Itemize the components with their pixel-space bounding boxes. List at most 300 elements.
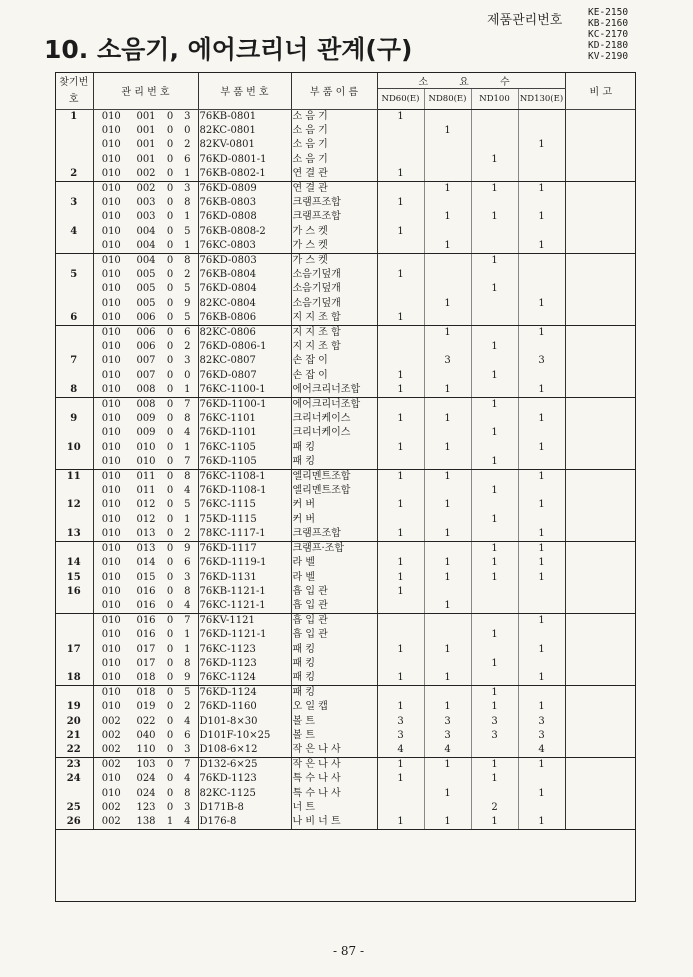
table-row — [55, 124, 636, 138]
remarks-cell — [565, 110, 636, 125]
qty-cell — [377, 599, 424, 614]
find-number: 24 — [55, 772, 93, 786]
mgmt-no-rev: 0 — [163, 383, 177, 398]
find-number — [55, 297, 93, 311]
table-row — [55, 254, 636, 269]
mgmt-no-item: 016 — [136, 629, 156, 641]
remarks-cell — [565, 758, 636, 773]
part-name: 커 버 — [291, 513, 377, 527]
remarks-cell — [565, 153, 636, 167]
mgmt-no-check: 1 — [177, 628, 198, 642]
part-number: 76KV-1121 — [198, 614, 291, 629]
qty-cell: 1 — [518, 614, 565, 629]
table-row — [55, 354, 636, 368]
mgmt-no-check: 1 — [177, 441, 198, 455]
table-row — [55, 412, 636, 426]
find-number: 4 — [55, 225, 93, 239]
remarks-cell — [565, 138, 636, 152]
mgmt-no-rev: 0 — [166, 615, 174, 627]
qty-cell: 1 — [377, 167, 424, 182]
mgmt-no-rev: 0 — [166, 111, 174, 122]
qty-cell: 1 — [471, 758, 518, 773]
mgmt-no-group: 010 — [101, 125, 121, 137]
header-qty-nd60: ND60(E) — [377, 89, 424, 110]
remarks-cell — [565, 571, 636, 585]
part-number: 78KC-1117-1 — [198, 527, 291, 542]
mgmt-no-group: 002 — [93, 743, 129, 758]
mgmt-no-item: 006 — [129, 311, 163, 326]
find-number: 6 — [55, 311, 93, 326]
mgmt-no-check: 5 — [177, 686, 198, 701]
find-number — [55, 426, 93, 440]
qty-cell — [424, 110, 471, 125]
part-name: 패 킹 — [291, 455, 377, 470]
qty-cell: 4 — [377, 743, 424, 758]
remarks-cell — [565, 585, 636, 599]
find-number: 12 — [55, 498, 93, 512]
part-name: 손 잡 이 — [291, 354, 377, 368]
table-row — [55, 542, 636, 557]
find-number: 5 — [55, 268, 93, 282]
mgmt-no-check: 1 — [177, 210, 198, 224]
qty-cell — [424, 225, 471, 239]
qty-cell: 1 — [424, 671, 471, 686]
qty-cell — [377, 484, 424, 498]
qty-cell: 1 — [518, 297, 565, 311]
qty-cell: 1 — [471, 153, 518, 167]
mgmt-no-rev: 0 — [166, 701, 174, 713]
mgmt-no-group: 010 — [101, 183, 121, 195]
qty-cell: 1 — [471, 484, 518, 498]
qty-cell: 2 — [471, 801, 518, 815]
qty-cell: 1 — [471, 398, 518, 413]
part-number: 76KD-1123 — [198, 657, 291, 671]
remarks-cell — [565, 124, 636, 138]
qty-cell — [377, 614, 424, 629]
qty-cell — [377, 326, 424, 341]
part-number: D132-6×25 — [198, 758, 291, 773]
mgmt-no-rev: 0 — [166, 327, 174, 339]
mgmt-no-group: 010 — [93, 527, 129, 542]
qty-cell — [377, 354, 424, 368]
qty-cell: 1 — [518, 542, 565, 557]
mgmt-no-rev: 0 — [163, 239, 177, 254]
mgmt-no-group: 010 — [101, 615, 121, 627]
mgmt-no-item: 003 — [136, 211, 156, 223]
part-number: 82KV-0801 — [198, 138, 291, 152]
table-row — [55, 628, 636, 642]
table-row — [55, 196, 636, 210]
qty-cell — [377, 426, 424, 440]
part-number: 76KD-1119-1 — [198, 556, 291, 570]
qty-cell: 1 — [424, 412, 471, 426]
qty-cell: 1 — [471, 426, 518, 440]
mgmt-no-rev: 0 — [163, 311, 177, 326]
part-number: 76KD-1121-1 — [198, 628, 291, 642]
mgmt-no-group: 010 — [101, 269, 121, 281]
qty-cell: 3 — [377, 715, 424, 729]
part-name: 특 수 나 사 — [291, 787, 377, 801]
remarks-cell — [565, 729, 636, 743]
mgmt-no-item: 005 — [136, 283, 156, 295]
mgmt-no-check: 7 — [177, 758, 198, 773]
qty-cell — [518, 599, 565, 614]
table-row — [55, 383, 636, 398]
part-number: 76KB-1121-1 — [198, 585, 291, 599]
table-row — [55, 239, 636, 254]
qty-cell: 1 — [424, 556, 471, 570]
qty-cell: 1 — [424, 787, 471, 801]
qty-cell: 1 — [377, 268, 424, 282]
mgmt-no-group: 010 — [101, 341, 121, 353]
part-name: 에어크리너조합 — [291, 383, 377, 398]
remarks-cell — [565, 268, 636, 282]
qty-cell: 1 — [471, 772, 518, 786]
qty-cell — [424, 542, 471, 557]
header-part-no: 부 품 번 호 — [198, 72, 291, 110]
part-number: 75KD-1115 — [198, 513, 291, 527]
mgmt-no-group: 010 — [93, 311, 129, 326]
qty-cell: 1 — [377, 196, 424, 210]
part-number: 76KC-1121-1 — [198, 599, 291, 614]
remarks-cell — [565, 167, 636, 182]
mgmt-no-item: 011 — [136, 471, 156, 483]
table-row — [55, 758, 636, 773]
qty-cell: 1 — [424, 182, 471, 197]
mgmt-no-check: 3 — [177, 354, 198, 368]
mgmt-no-rev: 0 — [166, 557, 174, 569]
qty-cell: 1 — [377, 671, 424, 686]
find-number: 1 — [55, 110, 93, 125]
qty-cell — [518, 369, 565, 383]
mgmt-no-rev: 0 — [163, 671, 177, 686]
table-row — [55, 326, 636, 341]
mgmt-no-group: 010 — [101, 643, 121, 655]
mgmt-no-check: 6 — [177, 556, 198, 570]
table-row — [55, 455, 636, 470]
qty-cell: 1 — [424, 643, 471, 657]
qty-cell — [377, 657, 424, 671]
mgmt-no-rev: 0 — [166, 643, 174, 655]
mgmt-no-rev: 0 — [166, 225, 174, 237]
mgmt-no-item: 009 — [136, 427, 156, 439]
part-number: 76KC-1123 — [198, 643, 291, 657]
model-list — [588, 7, 628, 62]
mgmt-no-check: 2 — [177, 527, 198, 542]
qty-cell: 1 — [377, 311, 424, 326]
mgmt-no-item: 008 — [129, 383, 163, 398]
qty-cell: 1 — [518, 643, 565, 657]
page-title: 10. 소음기, 에어크리너 관계(구) — [44, 35, 413, 64]
mgmt-no-rev: 0 — [166, 125, 174, 137]
qty-cell: 1 — [471, 369, 518, 383]
mgmt-no-check: 3 — [177, 571, 198, 585]
mgmt-no-check: 8 — [177, 254, 198, 269]
mgmt-no-check: 7 — [177, 614, 198, 629]
header-qty-nd100: ND100 — [471, 89, 518, 110]
mgmt-no-group: 010 — [101, 255, 121, 267]
find-number — [55, 484, 93, 498]
qty-cell: 1 — [377, 571, 424, 585]
mgmt-no-check: 8 — [177, 196, 198, 210]
part-name: 손 잡 이 — [291, 369, 377, 383]
header-qty-nd80: ND80(E) — [424, 89, 471, 110]
qty-cell: 1 — [518, 326, 565, 341]
qty-cell — [518, 340, 565, 354]
part-number: 82KC-0807 — [198, 354, 291, 368]
table-row — [55, 815, 636, 830]
qty-cell — [471, 326, 518, 341]
remarks-cell — [565, 556, 636, 570]
mgmt-no-item: 024 — [136, 787, 156, 799]
mgmt-no-group: 002 — [101, 729, 121, 741]
part-name: 크램프조합 — [291, 210, 377, 224]
qty-cell — [471, 498, 518, 512]
qty-cell — [518, 167, 565, 182]
mgmt-no-rev: 0 — [166, 369, 174, 381]
qty-cell: 1 — [471, 210, 518, 224]
find-number — [55, 599, 93, 614]
find-number — [55, 686, 93, 701]
remarks-cell — [565, 210, 636, 224]
qty-cell: 1 — [518, 210, 565, 224]
qty-cell: 1 — [377, 470, 424, 485]
mgmt-no-item: 018 — [136, 687, 156, 699]
mgmt-no-item: 004 — [136, 255, 156, 267]
find-number: 11 — [55, 470, 93, 485]
part-name: 오 일 캡 — [291, 700, 377, 714]
header-remarks: 비 고 — [565, 72, 636, 110]
qty-cell: 1 — [518, 671, 565, 686]
qty-cell: 3 — [424, 715, 471, 729]
find-number: 20 — [55, 715, 93, 729]
qty-cell — [424, 772, 471, 786]
remarks-cell — [565, 470, 636, 485]
mgmt-no-item: 006 — [136, 341, 156, 353]
qty-cell — [424, 153, 471, 167]
qty-cell — [471, 671, 518, 686]
part-name: 크램프·조합 — [291, 542, 377, 557]
mgmt-no-check: 1 — [177, 513, 198, 527]
qty-cell — [377, 542, 424, 557]
qty-cell: 1 — [377, 700, 424, 714]
table-row — [55, 729, 636, 743]
qty-cell — [424, 455, 471, 470]
table-row — [55, 571, 636, 585]
qty-cell: 1 — [424, 297, 471, 311]
qty-cell: 1 — [518, 815, 565, 830]
mgmt-no-item: 024 — [136, 773, 156, 785]
mgmt-no-item: 007 — [136, 369, 156, 381]
mgmt-no-rev: 0 — [166, 787, 174, 799]
part-name: 가 스 켓 — [291, 254, 377, 269]
find-number — [55, 153, 93, 167]
find-number: 3 — [55, 196, 93, 210]
mgmt-no-item: 002 — [129, 167, 163, 182]
part-number: 76KD-1131 — [198, 571, 291, 585]
mgmt-no-check: 6 — [177, 326, 198, 341]
header-mgmt-no: 관 리 번 호 — [93, 72, 198, 110]
qty-cell: 1 — [518, 700, 565, 714]
remarks-cell — [565, 412, 636, 426]
header-qty-nd130: ND130(E) — [518, 89, 565, 110]
mgmt-no-rev: 0 — [166, 629, 174, 641]
model-code: KV-2190 — [588, 51, 629, 62]
part-number: 76KD-0808 — [198, 210, 291, 224]
part-name: 라 벨 — [291, 556, 377, 570]
part-name: 엘리멘트조합 — [291, 470, 377, 485]
mgmt-no-item: 001 — [136, 139, 156, 151]
mgmt-no-check: 3 — [177, 110, 198, 125]
part-number: D101F-10×25 — [198, 729, 291, 743]
mgmt-no-group: 010 — [101, 687, 121, 699]
table-row — [55, 470, 636, 485]
qty-cell — [471, 354, 518, 368]
mgmt-no-item: 016 — [136, 615, 156, 627]
mgmt-no-item: 015 — [136, 571, 156, 583]
qty-cell: 1 — [471, 513, 518, 527]
mgmt-no-rev: 0 — [163, 455, 177, 470]
qty-cell: 1 — [518, 239, 565, 254]
mgmt-no-check: 3 — [177, 182, 198, 197]
qty-cell — [377, 628, 424, 642]
part-name: 가 스 켓 — [291, 225, 377, 239]
remarks-cell — [565, 254, 636, 269]
qty-cell — [424, 426, 471, 440]
table-row — [55, 225, 636, 239]
mgmt-no-group: 010 — [101, 327, 121, 339]
find-number — [55, 340, 93, 354]
qty-cell — [471, 225, 518, 239]
part-name: 패 킹 — [291, 671, 377, 686]
part-number: 76KD-1101 — [198, 426, 291, 440]
part-name: 가 스 켓 — [291, 239, 377, 254]
mgmt-no-rev: 0 — [163, 743, 177, 758]
qty-cell: 1 — [518, 527, 565, 542]
find-number: 9 — [55, 412, 93, 426]
table-row — [55, 686, 636, 701]
table-row — [55, 398, 636, 413]
table-row — [55, 441, 636, 455]
mgmt-no-group: 010 — [101, 297, 121, 309]
find-number — [55, 282, 93, 296]
qty-cell: 3 — [471, 729, 518, 743]
qty-cell: 3 — [377, 729, 424, 743]
table-row — [55, 138, 636, 152]
mgmt-no-check: 5 — [177, 311, 198, 326]
qty-cell — [377, 801, 424, 815]
qty-cell: 1 — [518, 383, 565, 398]
table-row — [55, 426, 636, 440]
part-number: 76KC-1101 — [198, 412, 291, 426]
table-row — [55, 801, 636, 815]
mgmt-no-group: 010 — [101, 399, 121, 411]
mgmt-no-check: 1 — [177, 239, 198, 254]
find-number: 17 — [55, 643, 93, 657]
qty-cell: 1 — [377, 225, 424, 239]
qty-cell — [424, 398, 471, 413]
model-code: KB-2160 — [588, 18, 629, 29]
qty-cell — [424, 657, 471, 671]
qty-cell — [518, 153, 565, 167]
mgmt-no-item: 003 — [136, 197, 156, 209]
mgmt-no-item: 001 — [136, 153, 156, 165]
mgmt-no-group: 010 — [101, 571, 121, 583]
qty-cell: 1 — [377, 527, 424, 542]
mgmt-no-group: 010 — [101, 471, 121, 483]
mgmt-no-item: 004 — [129, 239, 163, 254]
mgmt-no-item: 007 — [136, 355, 156, 367]
qty-cell — [518, 268, 565, 282]
table-row — [55, 772, 636, 786]
qty-cell: 1 — [377, 815, 424, 830]
qty-cell: 1 — [424, 527, 471, 542]
part-name: 작 은 나 사 — [291, 758, 377, 773]
qty-cell — [518, 686, 565, 701]
qty-cell: 4 — [518, 743, 565, 758]
table-row — [55, 527, 636, 542]
find-number — [55, 657, 93, 671]
qty-cell — [471, 441, 518, 455]
part-number: 76KC-1124 — [198, 671, 291, 686]
qty-cell: 1 — [471, 686, 518, 701]
remarks-cell — [565, 628, 636, 642]
part-number: 76KB-0802-1 — [198, 167, 291, 182]
qty-cell: 1 — [377, 758, 424, 773]
qty-cell: 1 — [471, 340, 518, 354]
mgmt-no-item: 110 — [129, 743, 163, 758]
mgmt-no-rev: 0 — [166, 485, 174, 497]
find-number — [55, 787, 93, 801]
mgmt-no-group: 010 — [101, 369, 121, 381]
remarks-cell — [565, 801, 636, 815]
find-number: 7 — [55, 354, 93, 368]
find-number: 16 — [55, 585, 93, 599]
find-number: 26 — [55, 815, 93, 830]
mgmt-no-group: 010 — [93, 239, 129, 254]
table-row — [55, 498, 636, 512]
model-code: KC-2170 — [588, 29, 629, 40]
find-number — [55, 513, 93, 527]
qty-cell — [518, 801, 565, 815]
remarks-cell — [565, 354, 636, 368]
part-number: 76KB-0803 — [198, 196, 291, 210]
mgmt-no-group: 010 — [101, 197, 121, 209]
part-name: 나 비 너 트 — [291, 815, 377, 830]
remarks-cell — [565, 542, 636, 557]
mgmt-no-group: 002 — [101, 801, 121, 813]
qty-cell — [471, 124, 518, 138]
remarks-cell — [565, 527, 636, 542]
part-number: 76KD-0809 — [198, 182, 291, 197]
remarks-cell — [565, 326, 636, 341]
qty-cell: 1 — [424, 383, 471, 398]
qty-cell — [471, 138, 518, 152]
mgmt-no-item: 019 — [136, 701, 156, 713]
remarks-cell — [565, 772, 636, 786]
mgmt-no-rev: 0 — [163, 599, 177, 614]
part-name: 엘리멘트조합 — [291, 484, 377, 498]
qty-cell — [424, 196, 471, 210]
mgmt-no-rev: 0 — [166, 283, 174, 295]
mgmt-no-rev: 0 — [163, 167, 177, 182]
mgmt-no-group: 010 — [93, 383, 129, 398]
qty-cell — [518, 110, 565, 125]
part-number: 76KD-1123 — [198, 772, 291, 786]
mgmt-no-rev: 0 — [166, 441, 174, 453]
qty-cell: 1 — [377, 110, 424, 125]
mgmt-no-check: 8 — [177, 585, 198, 599]
